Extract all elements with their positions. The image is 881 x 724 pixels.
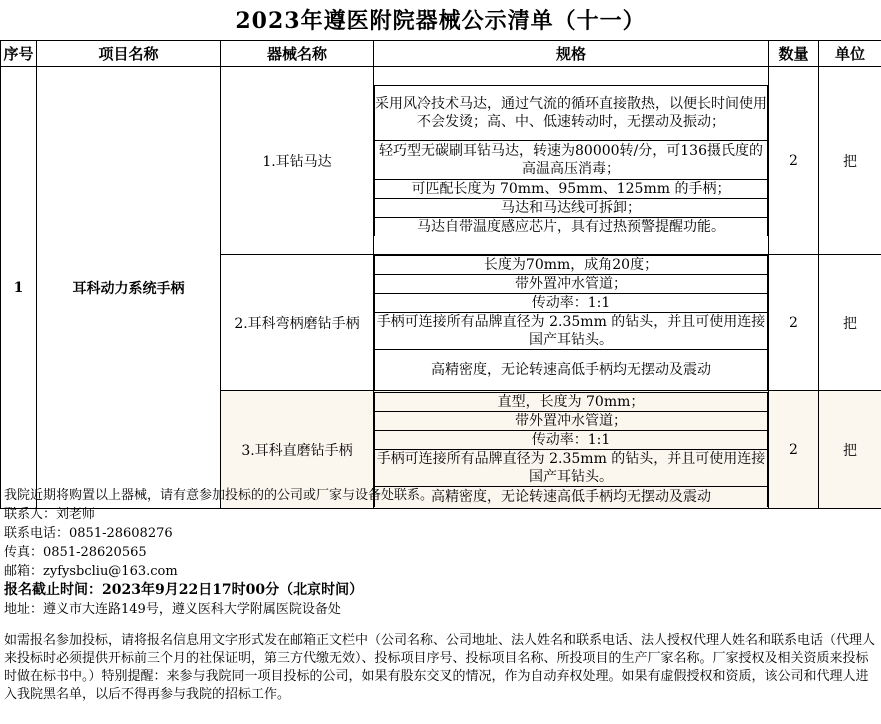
device-unit: 把 [819,391,881,509]
device-qty: 2 [769,255,819,391]
notice-section [4,486,878,704]
header-project: 项目名称 [37,41,221,67]
spec-line: 直型，长度为 70mm； [375,393,768,412]
spec-line: 马达和马达线可拆卸； [375,199,768,218]
spec-line: 轻巧型无碳刷耳钻马达，转速为80000转/分，可136摄氏度的高温高压消毒； [375,141,768,180]
table-header-row [1,41,881,67]
spec-line: 手柄可连接所有品牌直径为 2.35mm 的钻头，并且可使用连接国产耳钻头。 [375,450,768,487]
row-seq: 1 [1,67,37,509]
spec-line: 高精密度，无论转速高低手柄均无摆动及震动 [375,350,768,391]
contact-fax: 传真：0851-28620565 [4,545,147,560]
spec-line: 马达自带温度感应芯片，具有过热预警提醒功能。 [375,218,768,237]
equipment-table [0,40,881,509]
header-qty: 数量 [769,41,819,67]
device-specs [374,67,769,255]
spec-line: 长度为70mm，成角20度； [375,256,768,275]
table-row [1,67,881,255]
spec-line: 传动率：1:1 [375,431,768,450]
device-specs [374,255,769,391]
device-qty: 2 [769,391,819,509]
contact-email: 邮箱：zyfysbcliu@163.com [4,564,178,579]
registration-deadline: 报名截止时间：2023年9月22日17时00分（北京时间） [4,582,364,598]
header-spec: 规格 [374,41,769,67]
device-unit: 把 [819,67,881,255]
device-unit: 把 [819,255,881,391]
header-seq: 序号 [1,41,37,67]
spec-line: 带外置冲水管道； [375,275,768,294]
spec-line: 手柄可连接所有品牌直径为 2.35mm 的钻头，并且可使用连接国产耳钻头。 [375,313,768,350]
device-qty: 2 [769,67,819,255]
spec-line: 传动率：1:1 [375,294,768,313]
spec-line: 带外置冲水管道； [375,412,768,431]
page-title: 2023年遵医附院器械公示清单（十一） [235,8,646,34]
contact-phone: 联系电话：0851-28608276 [4,526,173,541]
header-device: 器械名称 [221,41,374,67]
spec-line: 采用风冷技术马达，通过气流的循环直接散热，以便长时间使用不会发烫；高、中、低速转动时，无摆动及振动； [375,86,768,141]
device-name: 1.耳钻马达 [221,67,374,255]
header-unit: 单位 [819,41,881,67]
device-name: 3.耳科直磨钻手柄 [221,391,374,509]
row-project-name: 耳科动力系统手柄 [37,67,221,509]
contact-person: 联系人：刘老师 [4,507,96,522]
spec-line: 可匹配长度为 70mm、95mm、125mm 的手柄； [375,180,768,199]
notice-intro: 我院近期将购置以上器械，请有意参加投标的的公司或厂家与设备处联系。 [4,488,434,503]
device-name: 2.耳科弯柄磨钻手柄 [221,255,374,391]
contact-address: 地址：遵义市大连路149号，遵义医科大学附属医院设备处 [4,602,341,617]
notice-paragraph: 如需报名参加投标，请将报名信息用文字形式发在邮箱正文栏中（公司名称、公司地址、法人姓名和联系电话、法人授权代理人姓名和联系电话（代理人来投标时必须提供开标前三个月的社保证明，第三方代缴无效）、投标项目序号、投标项目名称、所投项目的生产厂家名称。厂家授权及相关资质来投标时做在标书中。）特别提醒：来参与我院同一项目投标的公司，如果有股东交叉的情况，作为自动弃权处理。如果有虚假授权和资质，该公司和代理人进入我院黑名单，以后不得再参与我院的招标工作。 [4,633,876,702]
spec-line: 高精密度，无论转速高低手柄均无摆动及震动 [375,487,768,508]
